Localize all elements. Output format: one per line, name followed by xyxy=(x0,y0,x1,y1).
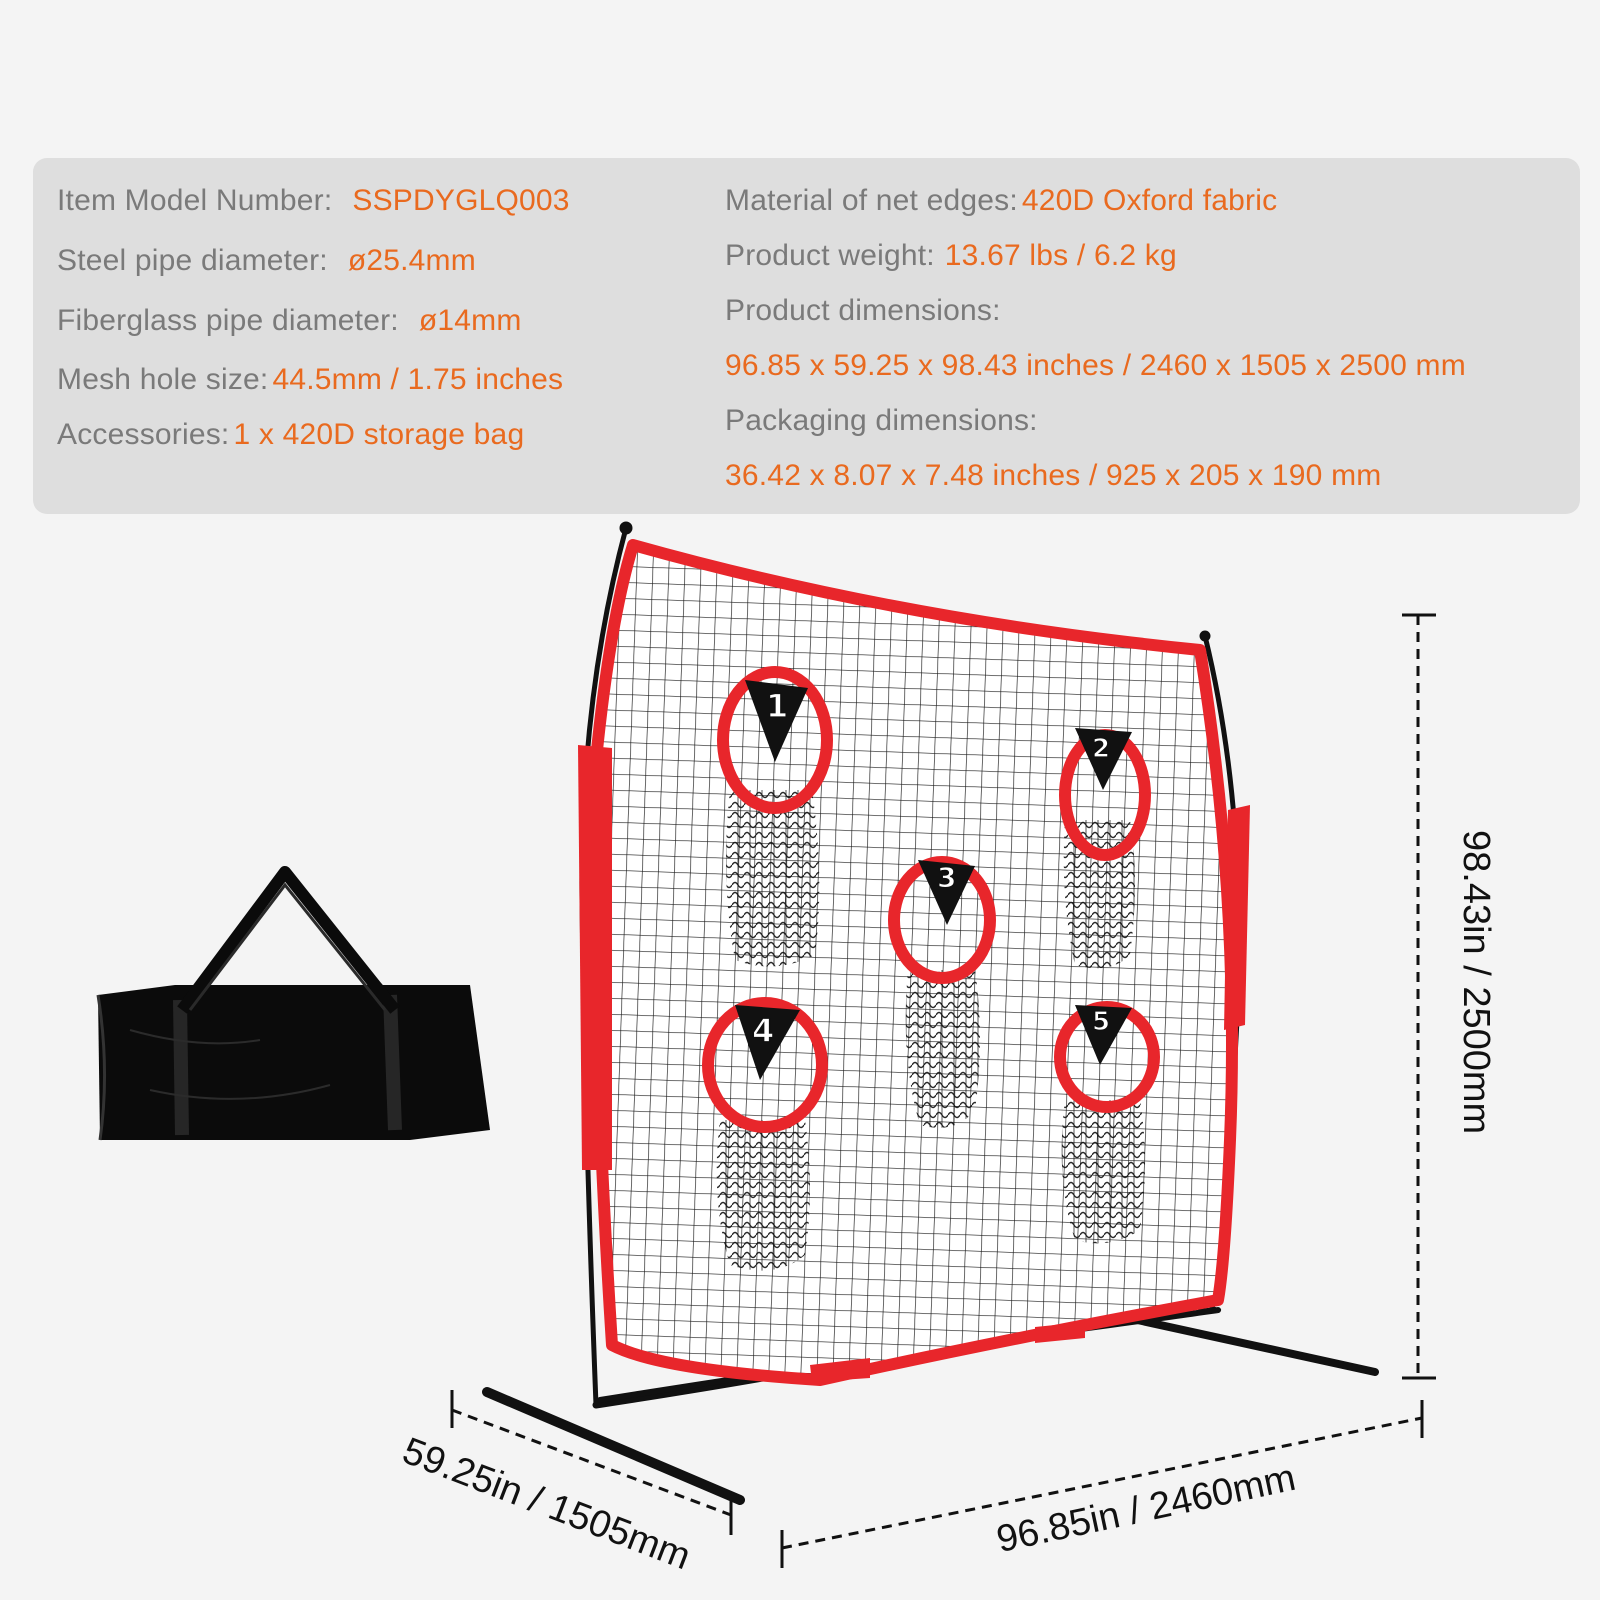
height-dimension-line xyxy=(1402,615,1436,1378)
spec-packaging-dimensions-label: Packaging dimensions: xyxy=(725,404,1038,437)
spec-value: 420D Oxford fabric xyxy=(1021,184,1278,217)
spec-label: Accessories: xyxy=(57,418,230,451)
spec-label: Material of net edges: xyxy=(725,184,1018,217)
spec-label: Steel pipe diameter: xyxy=(57,244,328,277)
storage-bag xyxy=(98,872,490,1140)
pocket-number-4: 4 xyxy=(752,1012,775,1050)
spec-label: Item Model Number: xyxy=(57,184,333,217)
spec-product-dimensions-value: 96.85 x 59.25 x 98.43 inches / 2460 x 1505 x 2500 mm xyxy=(725,349,1466,382)
height-dimension-label: 98.43in / 2500mm xyxy=(1455,830,1497,1135)
spec-label: Fiberglass pipe diameter: xyxy=(57,304,399,337)
spec-value: 1 x 420D storage bag xyxy=(233,418,525,451)
spec-product-dimensions-label: Product dimensions: xyxy=(725,294,1001,327)
spec-value: 13.67 lbs / 6.2 kg xyxy=(944,239,1177,272)
spec-label: Mesh hole size: xyxy=(57,363,269,396)
spec-value: ø25.4mm xyxy=(347,244,476,277)
width-dimension-label: 96.85in / 2460mm xyxy=(993,1456,1300,1562)
pocket-number-2: 2 xyxy=(1092,734,1111,764)
spec-label: Product weight: xyxy=(725,239,935,272)
spec-value: 44.5mm / 1.75 inches xyxy=(272,363,564,396)
width-dimension-line xyxy=(782,1400,1422,1568)
spec-packaging-dimensions-value: 36.42 x 8.07 x 7.48 inches / 925 x 205 x 190 mm xyxy=(725,459,1382,492)
pocket-number-3: 3 xyxy=(937,861,957,894)
spec-value: SSPDYGLQ003 xyxy=(352,184,570,217)
spec-value: ø14mm xyxy=(418,304,522,337)
pocket-number-5: 5 xyxy=(1092,1007,1111,1037)
depth-dimension-label: 59.25in / 1505mm xyxy=(396,1430,696,1579)
pocket-number-1: 1 xyxy=(766,687,789,725)
